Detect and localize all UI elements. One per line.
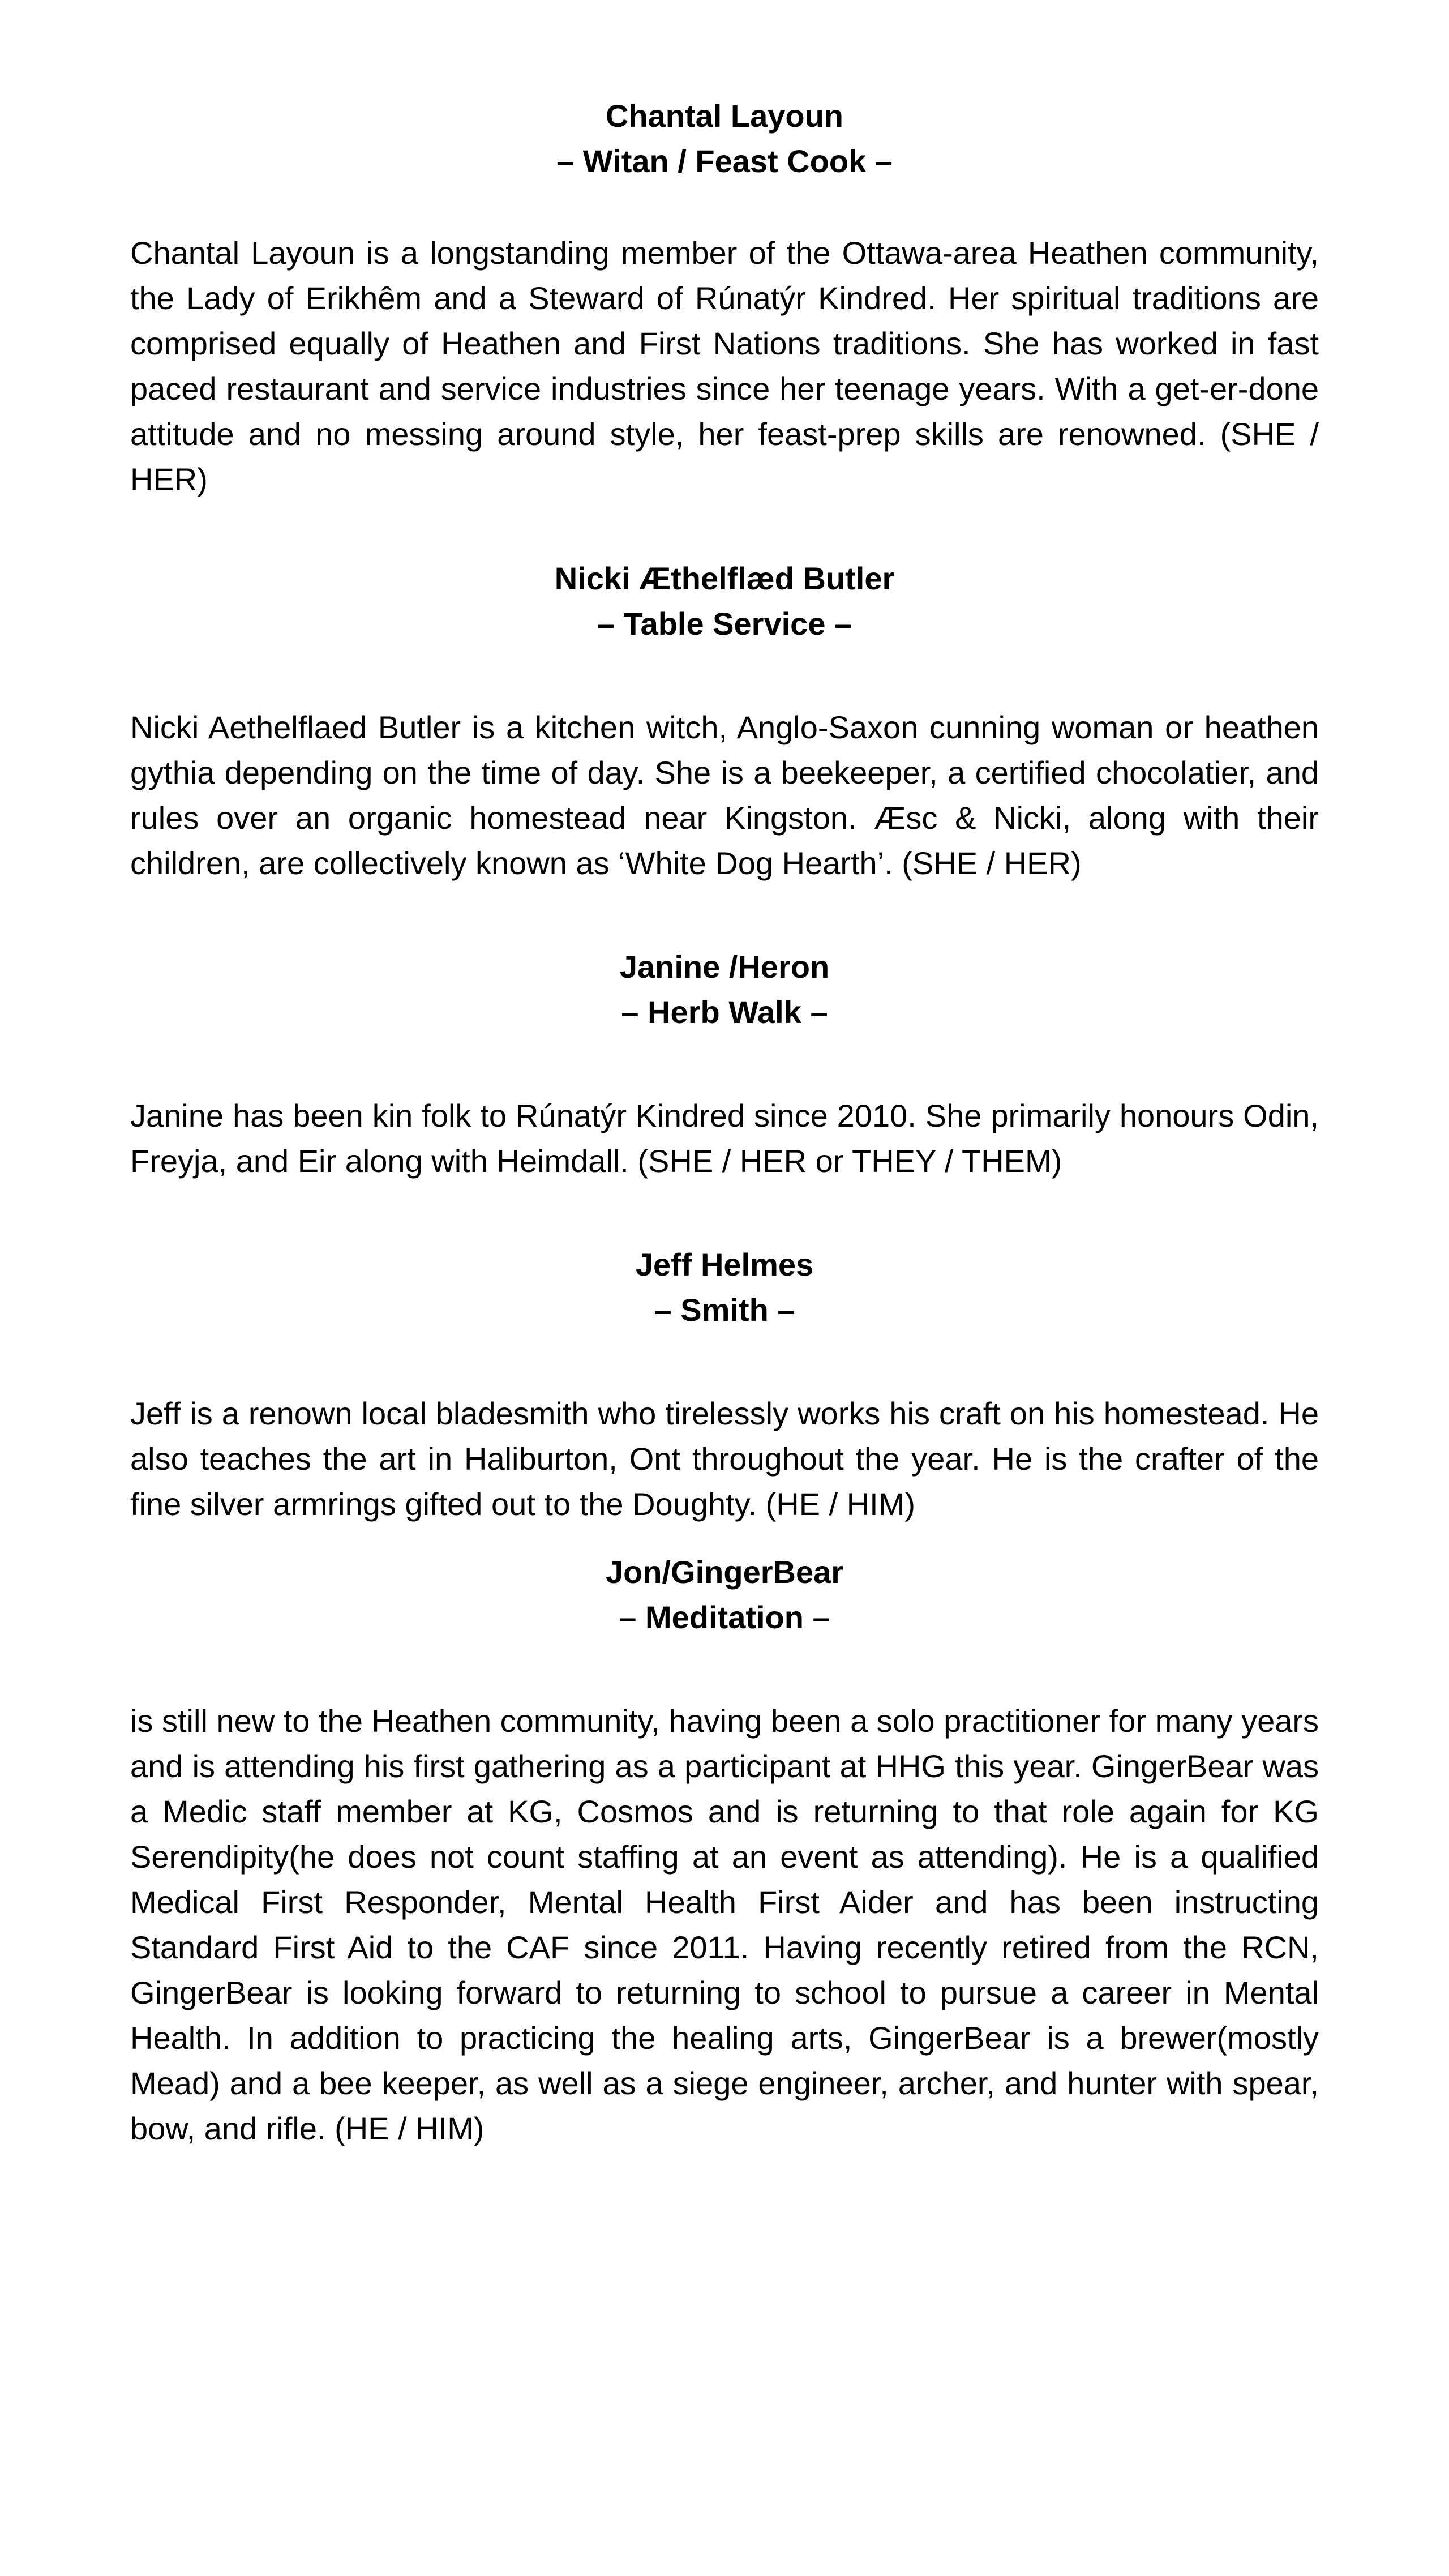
profile-chantal-layoun	[130, 93, 1319, 502]
profile-jon-gingerbear	[130, 1550, 1319, 2151]
profile-name: Janine /Heron	[619, 949, 830, 985]
profile-name: Jon/GingerBear	[605, 1554, 844, 1590]
profile-bio: Janine has been kin folk to Rúnatýr Kindred since 2010. She primarily honours Odin, Freyja, and Eir along with Heimdall. (SHE / HER or THEY / THEM)	[130, 1098, 1319, 1179]
profile-name: Nicki Æthelflæd Butler	[554, 560, 895, 596]
profile-nicki-butler	[130, 556, 1319, 886]
profile-janine-heron	[130, 944, 1319, 1184]
profile-name: Chantal Layoun	[605, 98, 844, 134]
profile-name: Jeff Helmes	[635, 1247, 814, 1282]
profile-bio: Chantal Layoun is a longstanding member of the Ottawa-area Heathen community, the Lady of Erikhêm and a Steward of Rúnatýr Kindred. Her spiritual traditions are comprised equally of Heathen and First Nations traditions. She has worked in fast paced restaurant and service industries since her teenage years. With a get-er-done attitude and no messing around style, her feast-prep skills are renowned. (SHE / HER)	[130, 235, 1319, 497]
profile-role: – Table Service –	[597, 606, 852, 641]
profile-role: – Smith –	[654, 1292, 795, 1328]
profile-bio: is still new to the Heathen community, having been a solo practitioner for many years and is attending his first gathering as a participant at HHG this year. GingerBear was a Medic staff member at KG, Cosmos and is returning to that role again for KG Serendipity(he does not count staffing at an event as attending). He is a qualified Medical First Responder, Mental Health First Aider and has been instructing Standard First Aid to the CAF since 2011. Having recently retired from the RCN, GingerBear is looking forward to returning to school to pursue a career in Mental Health. In addition to practicing the healing arts, GingerBear is a brewer(mostly Mead) and a bee keeper, as well as a siege engineer, archer, and hunter with spear, bow, and rifle. (HE / HIM)	[130, 1703, 1319, 2146]
profile-role: – Meditation –	[619, 1599, 830, 1635]
profile-role: – Herb Walk –	[621, 994, 828, 1030]
profile-role: – Witan / Feast Cook –	[556, 143, 893, 179]
profile-bio: Jeff is a renown local bladesmith who tirelessly works his craft on his homestead. He also teaches the art in Haliburton, Ont throughout the year. He is the crafter of the fine silver armrings gifted out to the Doughty. (HE / HIM)	[130, 1396, 1319, 1522]
profile-bio: Nicki Aethelflaed Butler is a kitchen witch, Anglo-Saxon cunning woman or heathen gythia depending on the time of day. She is a beekeeper, a certified chocolatier, and rules over an organic homestead near Kingston. Æsc & Nicki, along with their children, are collectively known as ‘White Dog Hearth’. (SHE / HER)	[130, 709, 1319, 881]
profile-jeff-helmes	[130, 1242, 1319, 1527]
